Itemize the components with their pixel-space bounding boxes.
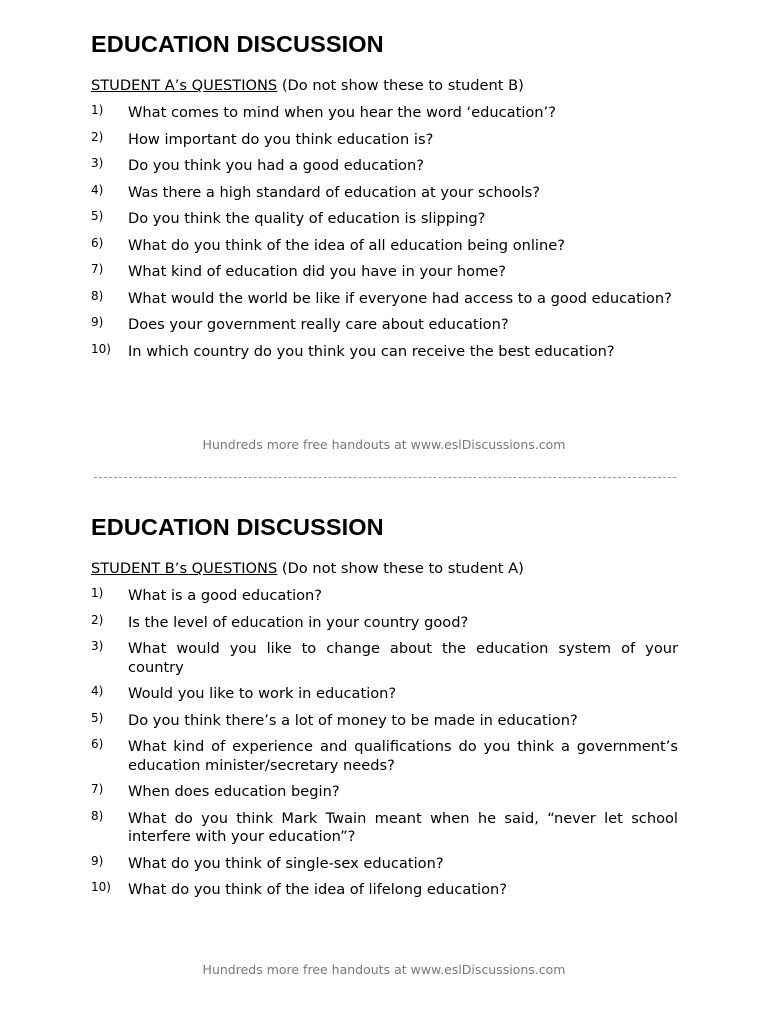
question-item [91, 237, 678, 256]
question-number: 9) [91, 853, 104, 868]
question-text: Is the level of education in your country good? [128, 613, 469, 631]
question-text: What do you think of the idea of lifelong education? [128, 881, 508, 898]
question-number: 3) [91, 156, 104, 170]
section-subheading [91, 77, 678, 95]
question-item [91, 290, 678, 309]
question-text: How important do you think education is? [128, 130, 434, 148]
question-text: Do you think there’s a lot of money to be made in education? [128, 711, 578, 729]
question-list [91, 104, 678, 361]
footer-text: Hundreds more free handouts at www.eslDiscussions.com [202, 962, 566, 977]
question-text: What do you think of the idea of all education being online? [128, 236, 565, 254]
question-text: In which country do you think you can receive the best education? [128, 342, 615, 360]
question-item [91, 343, 678, 362]
question-item [91, 210, 678, 229]
subheading-label: STUDENT B’s QUESTIONS [91, 560, 278, 577]
question-item [91, 104, 678, 123]
student-a-section [91, 31, 678, 369]
question-text: What would the world be like if everyone had access to a good education? [128, 289, 672, 307]
question-number: 9) [91, 315, 104, 329]
question-item [91, 881, 678, 900]
question-item [91, 783, 678, 802]
question-number: 10) [91, 341, 111, 356]
subheading-label: STUDENT A’s QUESTIONS [91, 77, 278, 94]
student-b-section [91, 514, 678, 908]
question-item [91, 131, 678, 150]
question-item [91, 157, 678, 176]
question-number: 10) [91, 880, 111, 894]
question-number: 2) [91, 129, 104, 144]
question-item [91, 587, 678, 606]
question-item [91, 614, 678, 633]
page-title: EDUCATION DISCUSSION [91, 514, 384, 540]
question-item [91, 685, 678, 704]
question-text: What kind of experience and qualifications do you think a government’s education minister/secretary needs? [128, 738, 678, 774]
subheading-note: (Do not show these to student A) [277, 560, 524, 577]
cut-line-divider [94, 477, 676, 478]
question-number: 6) [91, 737, 104, 751]
question-number: 1) [91, 103, 104, 117]
question-text: What is a good education? [128, 587, 323, 604]
question-text: What comes to mind when you hear the word ‘education’? [128, 104, 556, 121]
question-text: Do you think you had a good education? [128, 157, 424, 174]
question-list [91, 587, 678, 900]
question-number: 1) [91, 586, 104, 600]
question-number: 8) [91, 808, 104, 823]
question-text: Would you like to work in education? [128, 685, 397, 702]
question-item [91, 738, 678, 775]
question-item [91, 316, 678, 335]
question-item [91, 184, 678, 203]
subheading-note: (Do not show these to student B) [277, 77, 524, 94]
question-number: 6) [91, 235, 104, 250]
question-number: 7) [91, 262, 104, 276]
question-text: What kind of education did you have in your home? [128, 263, 507, 280]
question-item [91, 855, 678, 874]
question-text: What would you like to change about the education system of your country [128, 640, 678, 676]
question-item [91, 640, 678, 677]
footer-text: Hundreds more free handouts at www.eslDiscussions.com [202, 437, 566, 452]
question-text: Does your government really care about education? [128, 316, 509, 333]
question-number: 7) [91, 782, 104, 796]
question-number: 4) [91, 684, 104, 698]
question-item [91, 712, 678, 731]
question-item [91, 263, 678, 282]
question-number: 8) [91, 288, 104, 303]
question-number: 4) [91, 182, 104, 197]
question-number: 2) [91, 612, 104, 627]
question-text: Do you think the quality of education is slipping? [128, 210, 486, 227]
question-text: When does education begin? [128, 783, 340, 800]
section-subheading [91, 560, 678, 578]
question-text: Was there a high standard of education at your schools? [128, 183, 540, 201]
question-number: 5) [91, 710, 104, 725]
question-text: What do you think Mark Twain meant when he said, “never let school interfere with your education”? [128, 809, 678, 845]
page-title: EDUCATION DISCUSSION [91, 31, 384, 57]
question-item [91, 810, 678, 847]
question-number: 3) [91, 639, 104, 653]
question-text: What do you think of single-sex education? [128, 854, 444, 872]
question-number: 5) [91, 209, 104, 223]
